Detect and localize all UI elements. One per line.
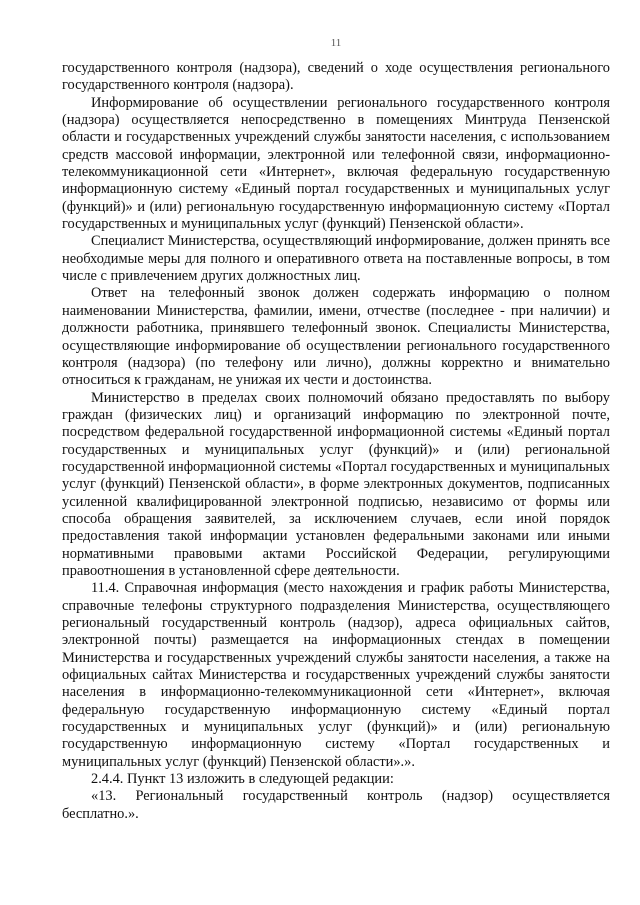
paragraph-continuation: государственного контроля (надзора), сведений о ходе осуществления регионального государственного контроля (надзора). — [62, 60, 610, 94]
paragraph-specialist-duties: Специалист Министерства, осуществляющий информирование, должен принять все необходимые меры для полного и оперативного ответа на поставленные вопросы, в том числе с привлечением других должностных лиц. — [62, 233, 610, 285]
document-page — [62, 36, 610, 823]
paragraph-item-13: «13. Региональный государственный контроль (надзор) осуществляется бесплатно.». — [62, 788, 610, 822]
page-number: 11 — [330, 37, 342, 49]
paragraph-amendment-13: 2.4.4. Пункт 13 изложить в следующей редакции: — [91, 771, 394, 788]
paragraph-informing-methods: Информирование об осуществлении регионального государственного контроля (надзора) осуществляется непосредственно в помещениях Минтруда Пензенской области и государственных учреждений службы занятости населения, с использованием средств массовой информации, электронной или телефонной связи, информационно-телекоммуникационной сети «Интернет», включая федеральную государственную информационную систему «Единый портал государственных и муниципальных услуг (функций)» и (или) региональную государственную информационную систему «Портал государственных и муниципальных услуг (функций) Пензенской области». — [62, 94, 610, 233]
paragraph-phone-answer: Ответ на телефонный звонок должен содержать информацию о полном наименовании Министерства, фамилии, имени, отчестве (последнее - при наличии) и должности работника, принявшего телефонный звонок. Специалисты Министерства, осуществляющие информирование об осуществлении регионального государственного контроля (надзора) (по телефону или лично), должны корректно и внимательно относиться к гражданам, не унижая их чести и достоинства. — [62, 285, 610, 389]
paragraph-electronic-info: Министерство в пределах своих полномочий обязано предоставлять по выбору граждан (физических лиц) и организаций информацию по электронной почте, посредством федеральной государственной информационной системы «Единый портал государственных и муниципальных услуг (функций)» и (или) региональной государственной информационной системы «Портал государственных и муниципальных услуг (функций) Пензенской области», в форме электронных документов, подписанных усиленной квалифицированной электронной подписью, независимо от формы или способа обращения заявителей, за исключением случаев, если иной порядок предоставления такой информации установлен федеральными законами или иными нормативными правовыми актами Российской Федерации, регулирующими правоотношения в установленной сфере деятельности. — [62, 389, 610, 579]
paragraph-reference-info: 11.4. Справочная информация (место нахождения и график работы Министерства, справочные телефоны структурного подразделения Министерства, осуществляющего региональный государственный контроль (надзор), адреса официальных сайтов, электронной почты) размещается на информационных стендах в помещении Министерства и государственных учреждений службы занятости населения, а также на официальных сайтах Министерства и государственных учреждений службы занятости населения в информационно-телекоммуникационной сети «Интернет», включая федеральную государственную информационную систему «Единый портал государственных и муниципальных услуг (функций)» и (или) региональную государственную информационную систему «Портал государственных и муниципальных услуг (функций) Пензенской области».». — [62, 580, 610, 770]
